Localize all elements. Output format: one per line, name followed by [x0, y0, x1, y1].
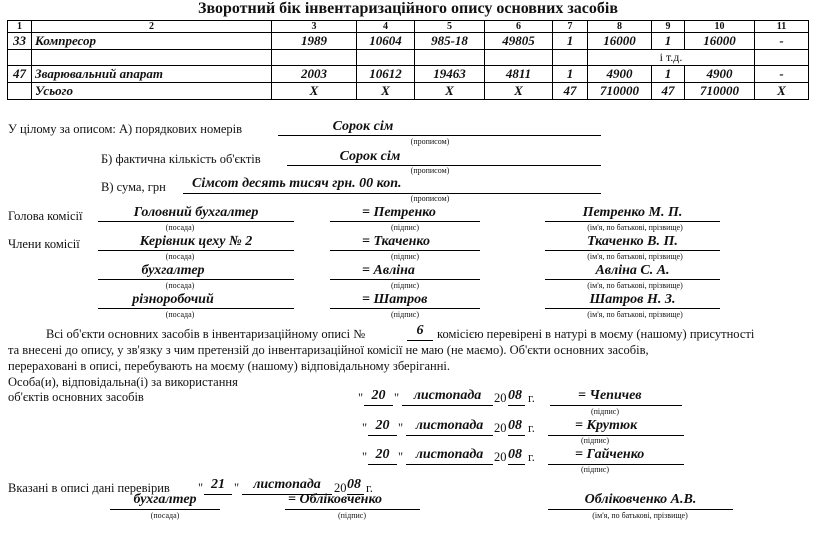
- totals-c-label: В) сума, грн: [101, 180, 166, 194]
- statement-line-2: та внесені до опису, у зв'язку з чим претензій до інвентаризаційної комісії не маю (не маємо). Об'єкти основних засобів,: [8, 343, 649, 357]
- table-cell: Зварювальний апарат: [32, 66, 272, 83]
- table-cell: X: [357, 83, 415, 100]
- caption-position: (посада): [165, 310, 195, 319]
- verified-year: 08: [347, 477, 361, 492]
- date-month: листопада: [413, 388, 482, 403]
- table-cell: 1: [553, 33, 588, 50]
- quote-open: ": [358, 391, 364, 405]
- table-cell: 19463: [415, 66, 485, 83]
- totals-c-value: Сімсот десять тисяч грн. 00 коп.: [192, 176, 402, 191]
- caption-signature: (підпис): [590, 407, 619, 416]
- column-header: 9: [652, 21, 685, 33]
- responsible-signature: = Гайченко: [575, 447, 645, 462]
- table-cell: 49805: [485, 33, 553, 50]
- responsible-line-1: Особа(и), відповідальна(і) за використання: [8, 375, 238, 389]
- table-row: [8, 66, 809, 83]
- totals-b-value: Сорок сім: [339, 149, 401, 164]
- position-value: Керівник цеху № 2: [139, 234, 253, 249]
- year-prefix: 20: [494, 391, 507, 405]
- table-row: [8, 33, 809, 50]
- position-value: різноробочий: [132, 292, 214, 307]
- table-cell: [8, 83, 32, 100]
- column-header: 5: [415, 21, 485, 33]
- year-prefix: 20: [334, 481, 347, 495]
- caption-name: (ім'я, по батькові, прізвище): [587, 252, 683, 261]
- caption-signature: (підпис): [337, 511, 366, 520]
- table-cell: 10612: [357, 66, 415, 83]
- commission-members-label: Члени комісії: [8, 237, 80, 251]
- verified-signature: = Обліковченко: [288, 492, 383, 507]
- caption-signature: (підпис): [390, 281, 419, 290]
- table-cell: 10604: [357, 33, 415, 50]
- caption: (прописом): [410, 137, 450, 146]
- quote-close: ": [398, 450, 404, 464]
- verified-day: 21: [211, 477, 225, 492]
- date-day: 20: [375, 447, 390, 462]
- table-cell: 985-18: [415, 33, 485, 50]
- column-header: 7: [553, 21, 588, 33]
- verified-name: Обліковченко А.В.: [584, 492, 697, 507]
- quote-close: ": [394, 391, 400, 405]
- caption: (прописом): [410, 166, 450, 175]
- date-day: 20: [375, 418, 390, 433]
- quote-close: ": [398, 421, 404, 435]
- date-month: листопада: [415, 447, 484, 462]
- caption-name: (ім'я, по батькові, прізвище): [587, 281, 683, 290]
- column-header: 8: [588, 21, 652, 33]
- table-cell: Усього: [32, 83, 272, 100]
- table-cell: 4811: [485, 66, 553, 83]
- table-cell: X: [485, 83, 553, 100]
- statement-line-3: перераховані в описі, перебувають на моєму (нашому) відповідальному зберіганні.: [8, 359, 450, 373]
- table-cell: 710000: [588, 83, 652, 100]
- verified-label: Вказані в описі дані перевірив: [8, 481, 170, 495]
- caption-name: (ім'я, по батькові, прізвище): [587, 223, 683, 232]
- statement-line-1a: Всі об'єкти основних засобів в інвентаризаційному описі №: [46, 327, 366, 341]
- position-value: Головний бухгалтер: [133, 205, 259, 220]
- signature-value: = Шатров: [362, 292, 428, 307]
- table-cell: X: [415, 83, 485, 100]
- signature-value: = Петренко: [362, 205, 436, 220]
- table-cell: 4900: [685, 66, 755, 83]
- caption-signature: (підпис): [580, 465, 609, 474]
- column-header: 2: [32, 21, 272, 33]
- caption-position: (посада): [165, 281, 195, 290]
- year-suffix: г.: [366, 481, 373, 495]
- table-cell: Компресор: [32, 33, 272, 50]
- position-value: бухгалтер: [141, 263, 205, 278]
- date-year: 08: [508, 418, 522, 433]
- table-cell: 47: [8, 66, 32, 83]
- table-total-row: [8, 83, 809, 100]
- table-cell: 1: [652, 33, 685, 50]
- table-cell: 16000: [588, 33, 652, 50]
- name-value: Петренко М. П.: [582, 205, 683, 220]
- table-cell: X: [755, 83, 809, 100]
- page-title: Зворотний бік інвентаризаційного опису основних засобів: [198, 0, 618, 17]
- column-header: 10: [685, 21, 755, 33]
- column-header: 4: [357, 21, 415, 33]
- year-prefix: 20: [494, 421, 507, 435]
- commission-head-label: Голова комісії: [8, 209, 83, 223]
- responsible-signature: = Чепичев: [578, 388, 642, 403]
- column-header: 1: [8, 21, 32, 33]
- table-header-row: [8, 21, 809, 33]
- caption-position: (посада): [165, 223, 195, 232]
- totals-lead: У цілому за описом: А) порядкових номерів: [8, 122, 243, 136]
- totals-a-value: Сорок сім: [332, 119, 394, 134]
- column-header: 11: [755, 21, 809, 33]
- table-cell: 1: [553, 66, 588, 83]
- quote-close: ": [234, 481, 240, 495]
- etc-note: і т.д.: [588, 50, 755, 66]
- caption-name: (ім'я, по батькові, прізвище): [587, 310, 683, 319]
- verified-position: бухгалтер: [133, 492, 197, 507]
- caption-position: (посада): [150, 511, 180, 520]
- name-value: Ткаченко В. П.: [587, 234, 678, 249]
- statement-number: 6: [416, 323, 424, 338]
- inventory-table: [7, 20, 809, 100]
- date-year: 08: [508, 447, 522, 462]
- year-suffix: г.: [528, 391, 535, 405]
- date-year: 08: [508, 388, 522, 403]
- year-prefix: 20: [494, 450, 507, 464]
- totals-b-label: Б) фактична кількість об'єктів: [101, 152, 261, 166]
- caption-name: (ім'я, по батькові, прізвище): [592, 511, 688, 520]
- caption-signature: (підпис): [390, 223, 419, 232]
- verified-month: листопада: [253, 477, 321, 492]
- date-month: листопада: [415, 418, 484, 433]
- table-cell: 47: [553, 83, 588, 100]
- responsible-signature: = Крутюк: [575, 418, 638, 433]
- table-cell: 33: [8, 33, 32, 50]
- table-cell: 16000: [685, 33, 755, 50]
- table-cell: X: [272, 83, 357, 100]
- caption-signature: (підпис): [390, 310, 419, 319]
- table-cell: 1: [652, 66, 685, 83]
- table-cell: -: [755, 33, 809, 50]
- table-cell: 2003: [272, 66, 357, 83]
- table-cell: 47: [652, 83, 685, 100]
- quote-open: ": [198, 481, 204, 495]
- table-cell: 1989: [272, 33, 357, 50]
- statement-line-1b: комісією перевірені в натурі в моєму (нашому) присутності: [437, 327, 755, 341]
- year-suffix: г.: [528, 421, 535, 435]
- signature-value: = Ткаченко: [362, 234, 430, 249]
- quote-open: ": [362, 421, 368, 435]
- signature-value: = Авліна: [362, 263, 415, 278]
- caption-signature: (підпис): [580, 436, 609, 445]
- column-header: 6: [485, 21, 553, 33]
- caption-position: (посада): [165, 252, 195, 261]
- table-cell: 4900: [588, 66, 652, 83]
- year-suffix: г.: [528, 450, 535, 464]
- name-value: Шатров Н. З.: [589, 292, 676, 307]
- table-cell: -: [755, 66, 809, 83]
- table-row-etc: [8, 50, 809, 66]
- quote-open: ": [362, 450, 368, 464]
- table-cell: 710000: [685, 83, 755, 100]
- name-value: Авліна С. А.: [595, 263, 670, 278]
- caption: (прописом): [410, 194, 450, 203]
- column-header: 3: [272, 21, 357, 33]
- caption-signature: (підпис): [390, 252, 419, 261]
- responsible-line-2: об'єктів основних засобів: [8, 390, 144, 404]
- date-day: 20: [371, 388, 386, 403]
